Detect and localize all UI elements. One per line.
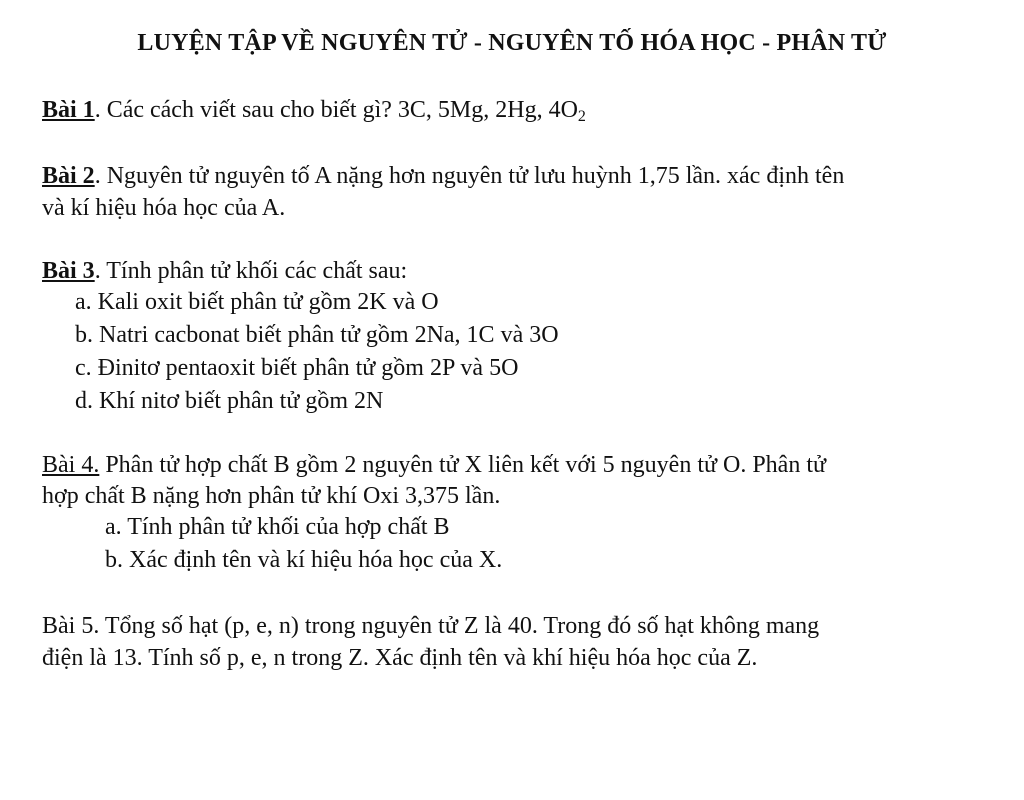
exercise-3-text: . Tính phân tử khối các chất sau: <box>94 258 408 284</box>
exercise-2-line-1 <box>42 161 844 191</box>
exercise-1-text: . Các cách viết sau cho biết gì? 3C, 5Mg, 2Hg, 4O <box>94 97 578 123</box>
exercise-4-item-a: a. Tính phân tử khối của hợp chất B <box>105 514 450 540</box>
exercise-2-label: Bài 2 <box>42 163 95 189</box>
exercise-4-text-1: Phân tử hợp chất B gồm 2 nguyên tử X liên kết với 5 nguyên tử O. Phân tử <box>99 452 827 478</box>
exercise-2-line-2: và kí hiệu hóa học của A. <box>42 195 286 221</box>
exercise-2-text-1: . Nguyên tử nguyên tố A nặng hơn nguyên tử lưu huỳnh 1,75 lần. xác định tên <box>94 163 845 189</box>
exercise-4-line-2: hợp chất B nặng hơn phân tử khí Oxi 3,375 lần. <box>42 483 501 509</box>
exercise-3-label: Bài 3 <box>42 258 95 284</box>
exercise-4-item-b: b. Xác định tên và kí hiệu hóa học của X. <box>105 547 503 573</box>
exercise-1 <box>42 95 586 132</box>
exercise-3-item-c: c. Đinitơ pentaoxit biết phân tử gồm 2P và 5O <box>75 355 519 381</box>
exercise-5-line-1: Bài 5. Tổng số hạt (p, e, n) trong nguyên tử Z là 40. Trong đó số hạt không mang <box>42 613 820 639</box>
exercise-1-subscript: 2 <box>577 108 586 125</box>
page-title: LUYỆN TẬP VỀ NGUYÊN TỬ - NGUYÊN TỐ HÓA HỌC - PHÂN TỬ <box>137 30 887 56</box>
exercise-1-label: Bài 1 <box>42 97 95 123</box>
exercise-3-item-a: a. Kali oxit biết phân tử gồm 2K và O <box>75 289 439 315</box>
exercise-4-label: Bài 4. <box>42 452 100 478</box>
exercise-3-item-d: d. Khí nitơ biết phân tử gồm 2N <box>75 388 384 414</box>
exercise-3-intro <box>42 256 407 286</box>
exercise-4-line-1 <box>42 450 826 480</box>
exercise-5-line-2: điện là 13. Tính số p, e, n trong Z. Xác định tên và khí hiệu hóa học của Z. <box>42 645 758 671</box>
exercise-3-item-b: b. Natri cacbonat biết phân tử gồm 2Na, 1C và 3O <box>75 322 559 348</box>
